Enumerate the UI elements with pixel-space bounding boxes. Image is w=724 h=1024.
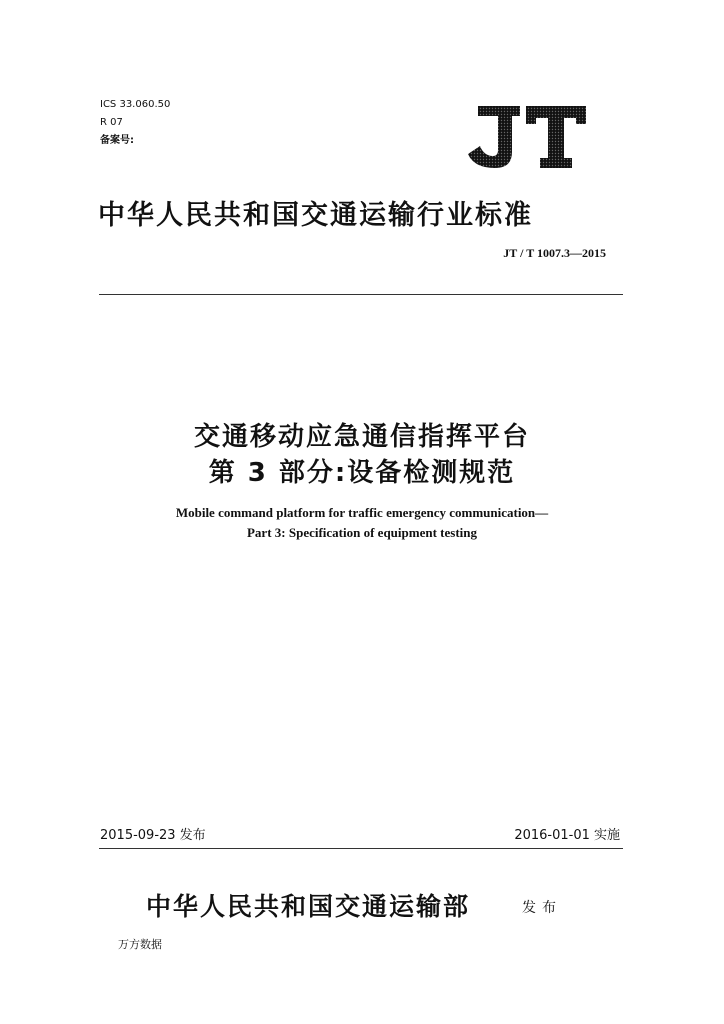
standard-number: JT / T 1007.3—2015 [503, 246, 606, 260]
footer-divider [99, 848, 623, 849]
ics-code: ICS 33.060.50 [100, 99, 171, 110]
logo-letter-t [526, 106, 586, 168]
publisher-name: 中华人民共和国交通运输部 [146, 892, 471, 921]
database-watermark: 万方数据 [118, 938, 162, 951]
standard-category: 中华人民共和国交通运输行业标准 [98, 200, 533, 231]
publish-label: 发布 [522, 900, 562, 916]
title-en-line-2: Part 3: Specification of equipment testing [246, 525, 477, 540]
implementation-date: 2016-01-01 实施 [514, 828, 620, 843]
jt-logo [464, 104, 588, 170]
issue-date: 2015-09-23 发布 [100, 828, 206, 843]
logo-text: JT [464, 104, 465, 105]
title-en-line-1: Mobile command platform for traffic emergency communication— [175, 505, 549, 520]
title-cn-line-1: 交通移动应急通信指挥平台 [193, 422, 530, 452]
classification-code: R 07 [100, 117, 123, 128]
filing-number-label: 备案号: [100, 135, 134, 146]
title-cn-line-2: 第 3 部分:设备检测规范 [208, 458, 516, 488]
header-divider [99, 294, 623, 295]
logo-letter-j [468, 106, 520, 168]
